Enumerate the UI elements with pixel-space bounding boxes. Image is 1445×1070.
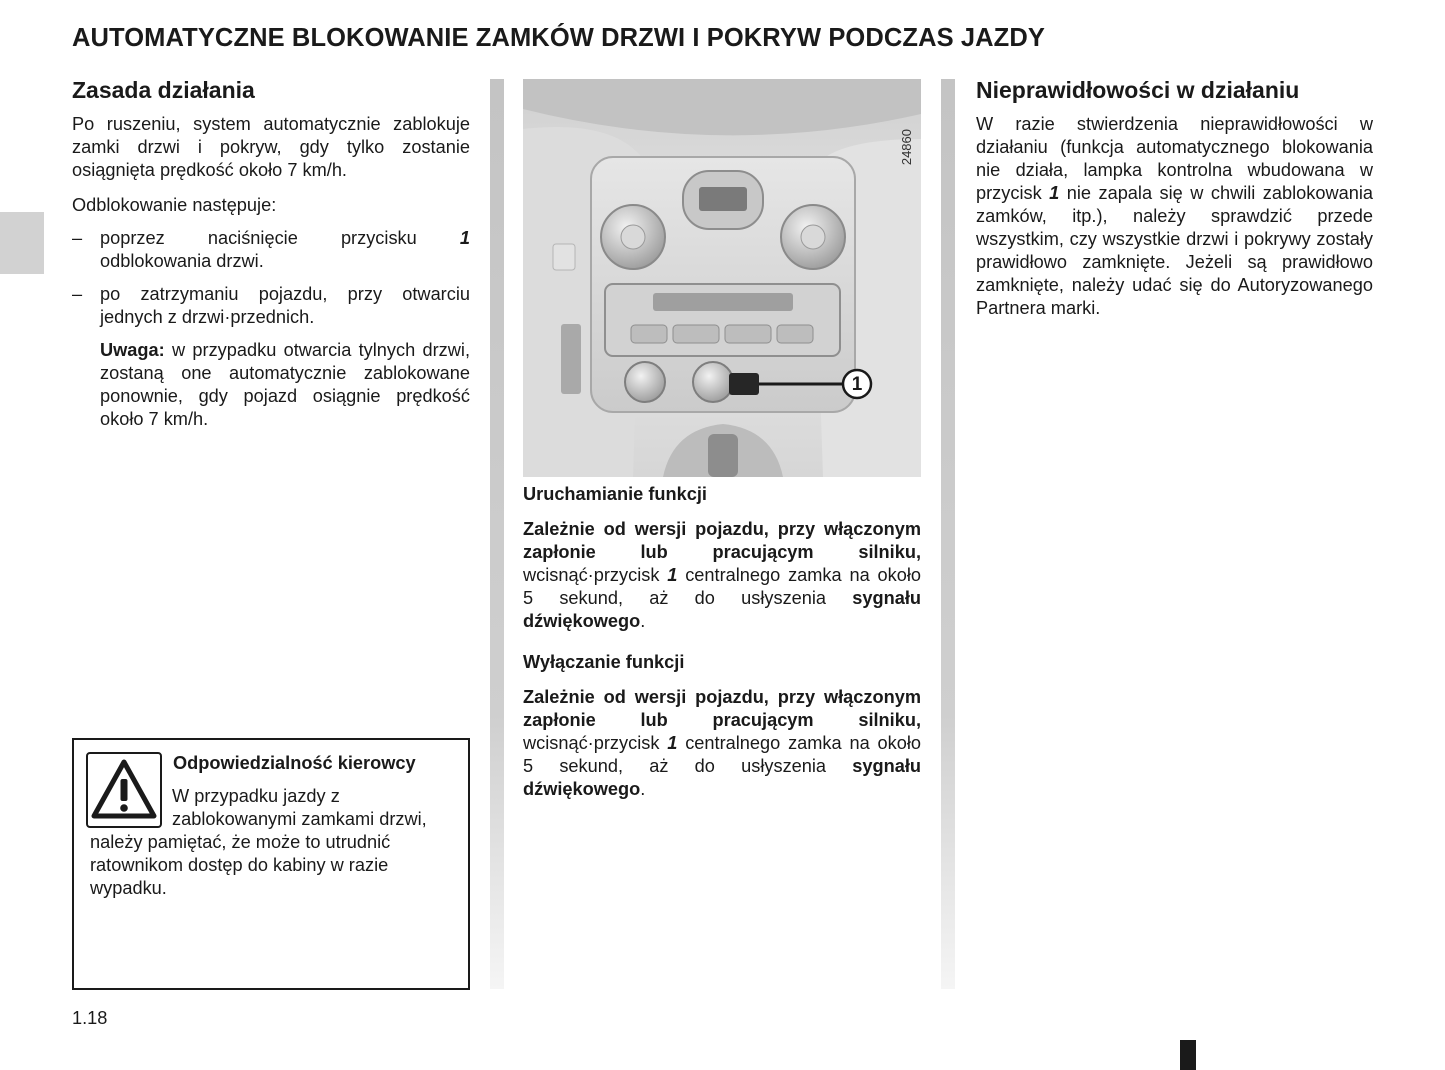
heading-operating-principle: Zasada działania: [72, 77, 255, 103]
column-operating-principle: [72, 76, 470, 431]
column-function-control: [523, 483, 921, 801]
list-dash: –: [72, 228, 83, 248]
paragraph-activation: Zależnie od wersji pojazdu, przy włączonym zapłonie lub pracującym silniku, wcisnąć·przycisk 1 centralnego zamka na około 5 sekund, aż do usłyszenia sygnału dźwiękowego.: [523, 519, 921, 631]
list-item-button-unlock: – poprzez naciśnięcie przycisku 1 odblokowania drzwi.: [72, 228, 470, 271]
button-ref-1: 1: [1049, 183, 1060, 203]
column-divider-right: [941, 79, 955, 989]
heading-activation: Uruchamianie funkcji: [523, 484, 707, 504]
column-divider-left: [490, 79, 504, 989]
paragraph-auto-lock: Po ruszeniu, system automatycznie zablokuje zamki drzwi i pokryw, gdy tylko zostanie osiągnięta prędkość około 7 km/h.: [72, 114, 470, 180]
note-paragraph: Uwaga: w przypadku otwarcia tylnych drzwi, zostaną one automatycznie zablokowane ponownie, gdy pojazd osiągnie prędkość około 7 km/h.: [100, 340, 470, 429]
page-edge-marker: [1180, 1040, 1196, 1070]
figure-callout-1: 1: [851, 374, 863, 395]
dashboard-photo: [523, 79, 921, 477]
button-ref-1: 1: [667, 733, 678, 753]
paragraph-unlock-intro: Odblokowanie następuje:: [72, 195, 277, 215]
heading-malfunctions: Nieprawidłowości w działaniu: [976, 77, 1300, 103]
warning-box: [72, 738, 470, 990]
paragraph-malfunctions: W razie stwierdzenia nieprawidłowości w działaniu (funkcja automatycznego blokowania nie działa, lampka kontrolna wbudowana w przycisk 1 nie zapala się w chwili zablokowania zamków, itp.), należy sprawdzić przede wszystkim, czy wszystkie drzwi i pokrywy zostały prawidłowo zamknięte. Jeżeli są prawidłowo zamknięte, należy udać się do Autoryzowanego Partnera marki.: [976, 114, 1374, 318]
page-number: 1.18: [72, 1008, 108, 1028]
warning-text: W przypadku jazdy z zablokowanymi zamkami drzwi, należy pamiętać, że może to utrudnić ratownikom dostęp do kabiny w razie wypadku.: [90, 786, 427, 898]
list-item-door-open: – po zatrzymaniu pojazdu, przy otwarciu jednych z drzwi·przednich.: [72, 284, 470, 327]
button-ref-1: 1: [667, 565, 678, 585]
warning-title: Odpowiedzialność kierowcy: [173, 753, 416, 773]
section-tab-marker: [0, 212, 44, 274]
button-ref-1: 1: [459, 228, 470, 248]
heading-deactivation: Wyłączanie funkcji: [523, 652, 685, 672]
list-dash: –: [72, 284, 83, 304]
column-malfunctions: [976, 76, 1373, 320]
page-title: AUTOMATYCZNE BLOKOWANIE ZAMKÓW DRZWI I POKRYW PODCZAS JAZDY: [72, 24, 1045, 52]
figure-ref-code: 24860: [899, 129, 914, 166]
note-label: Uwaga:: [100, 340, 165, 360]
paragraph-deactivation: Zależnie od wersji pojazdu, przy włączonym zapłonie lub pracującym silniku, wcisnąć·przycisk 1 centralnego zamka na około 5 sekund, aż do usłyszenia sygnału dźwiękowego.: [523, 687, 921, 799]
